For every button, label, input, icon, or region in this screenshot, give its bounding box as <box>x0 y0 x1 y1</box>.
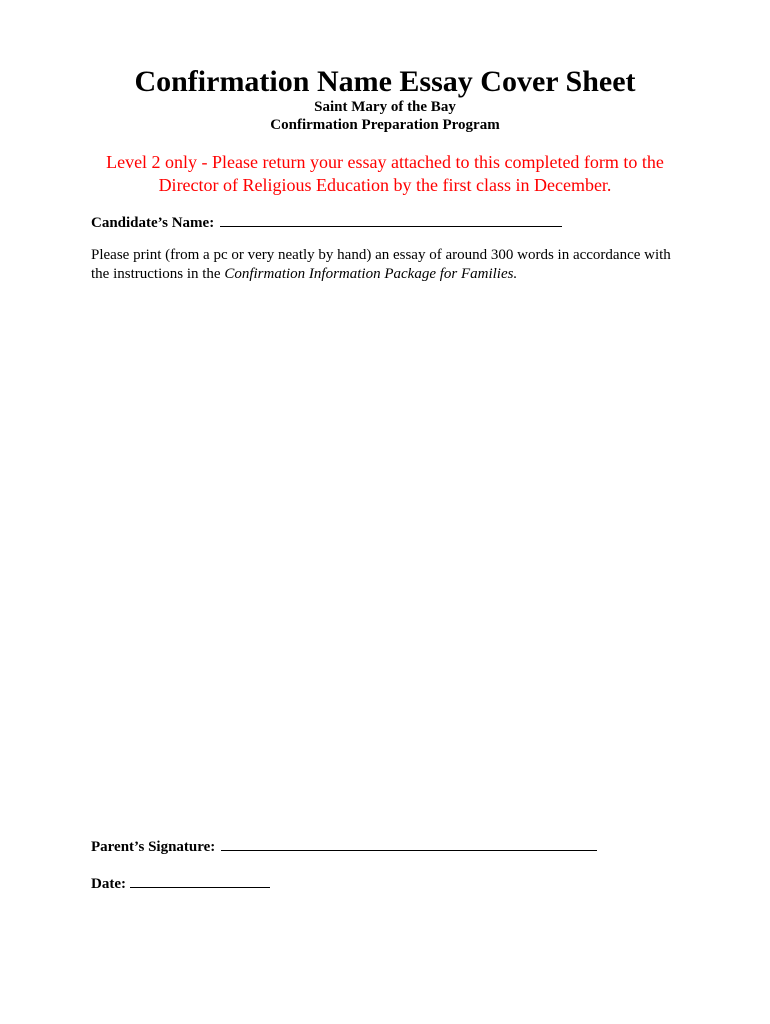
date-line[interactable] <box>130 873 270 888</box>
candidate-name-label: Candidate’s Name: <box>91 215 215 231</box>
parent-signature-label: Parent’s Signature: <box>91 839 216 855</box>
level-notice <box>0 151 770 197</box>
instructions-line-2-prefix: the instructions in the <box>91 266 225 282</box>
notice-line-2: Director of Religious Education by the first class in December. <box>158 175 612 195</box>
parish-name: Saint Mary of the Bay <box>314 99 456 115</box>
date-field <box>91 873 270 894</box>
parent-signature-field <box>91 836 597 857</box>
candidate-name-field <box>91 212 562 233</box>
notice-line-1: Level 2 only - Please return your essay attached to this completed form to the <box>106 152 664 172</box>
date-label: Date: <box>91 876 126 892</box>
program-name: Confirmation Preparation Program <box>270 117 500 133</box>
instructions-line-2 <box>91 265 691 284</box>
essay-instructions <box>91 246 691 284</box>
package-reference: Confirmation Information Package for Families. <box>224 266 518 282</box>
instructions-line-1: Please print (from a pc or very neatly by hand) an essay of around 300 words in accordance with <box>91 247 671 263</box>
parent-signature-line[interactable] <box>221 836 597 851</box>
page-title: Confirmation Name Essay Cover Sheet <box>134 65 636 98</box>
candidate-name-line[interactable] <box>220 212 562 227</box>
